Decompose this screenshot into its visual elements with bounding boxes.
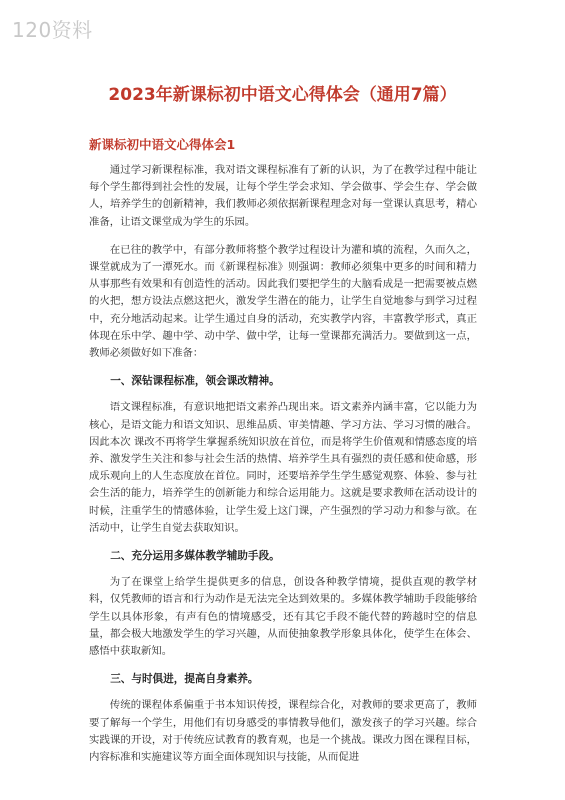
paragraph-4: 为了在课堂上给学生提供更多的信息，创设各种教学情境，提供直观的教学材料，仅凭教师的语言和行为动作是无法完全达到效果的。多媒体教学辅助手段能够给学生以具体形象，有声有色的情境感受，还有其它手段不能代替的跨越时空的信息量，都会极大地激发学生的学习兴趣，从而使抽象教学形象具体化，使学生在体会、感悟中获取新知。 — [89, 576, 477, 658]
document-body — [89, 162, 477, 777]
subheading-1: 一、深钻课程标准，领会课改精神。 — [110, 375, 280, 388]
section-heading: 新课标初中语文心得体会1 — [89, 137, 236, 152]
page-title: 2023年新课标初中语文心得体会（通用7篇） — [108, 85, 457, 105]
paragraph-3: 语文课程标准，有意识地把语文素养凸现出来。语文素养内涵丰富，它以能力为核心，是语文能力和语文知识、思维品质、审美情趣、学习方法、学习习惯的融合。因此本次 课改不再将学生掌握系统知识放在首位，而是将学生价值观和情感态度的培养、激发学生关注和参与社会生活的热情、培养学生具有强烈的责任感和使命感，形成乐观向上的人生态度放在首位。同时，还要培养学生学生感觉观察、体验、参与社会生活的能力，培养学生的创新能力和综合运用能力。这就是要求教师在活动设计的时候，注重学生的情感体验，让学生爱上这门课，产生强烈的学习动力和参与欲。在活动中，让学生自觉去获取知识。 — [89, 401, 477, 534]
paragraph-2: 在已往的教学中，有部分教师将整个教学过程设计为灌和填的流程，久而久之，课堂就成为了一潭死水。而《新课程标准》则强调：教师必须集中更多的时间和精力从事那些有效果和有创造性的活动。因此我们要把学生的大脑看成是一把需要被点燃的火把，想方设法点燃这把火，激发学生潜在的能力，让学生自觉地参与到学习过程中，充分地活动起来。让学生通过自身的活动，充实教学内容，丰富教学形式，真正体现在乐中学、趣中学、动中学、做中学，让每一堂课都充满活力。要做到这一点，教师必须做好如下准备： — [89, 243, 477, 360]
paragraph-5: 传统的课程体系偏重于书本知识传授，课程综合化，对教师的要求更高了，教师要了解每一个学生，用他们有切身感受的事情教导他们，激发孩子的学习兴趣。综合实践课的开设，对于传统应试教育的教育观，也是一个挑战。课改力图在课程目标，内容标准和实施建议等方面全面体现知识与技能，从而促进 — [89, 699, 477, 764]
subheading-2: 二、充分运用多媒体教学辅助手段。 — [110, 550, 280, 563]
subheading-3: 三、与时俱进，提高自身素养。 — [110, 673, 259, 686]
paragraph-1: 通过学习新课程标准，我对语文课程标准有了新的认识，为了在教学过程中能让每个学生都得到社会性的发展，让每个学生学会求知、学会做事、学会生存、学会做人，培养学生的创新精神，我们教师必须依据新课程理念对每一堂课认真思考，精心准备，让语文课堂成为学生的乐园。 — [89, 164, 477, 228]
watermark: 120资料 — [12, 18, 93, 42]
